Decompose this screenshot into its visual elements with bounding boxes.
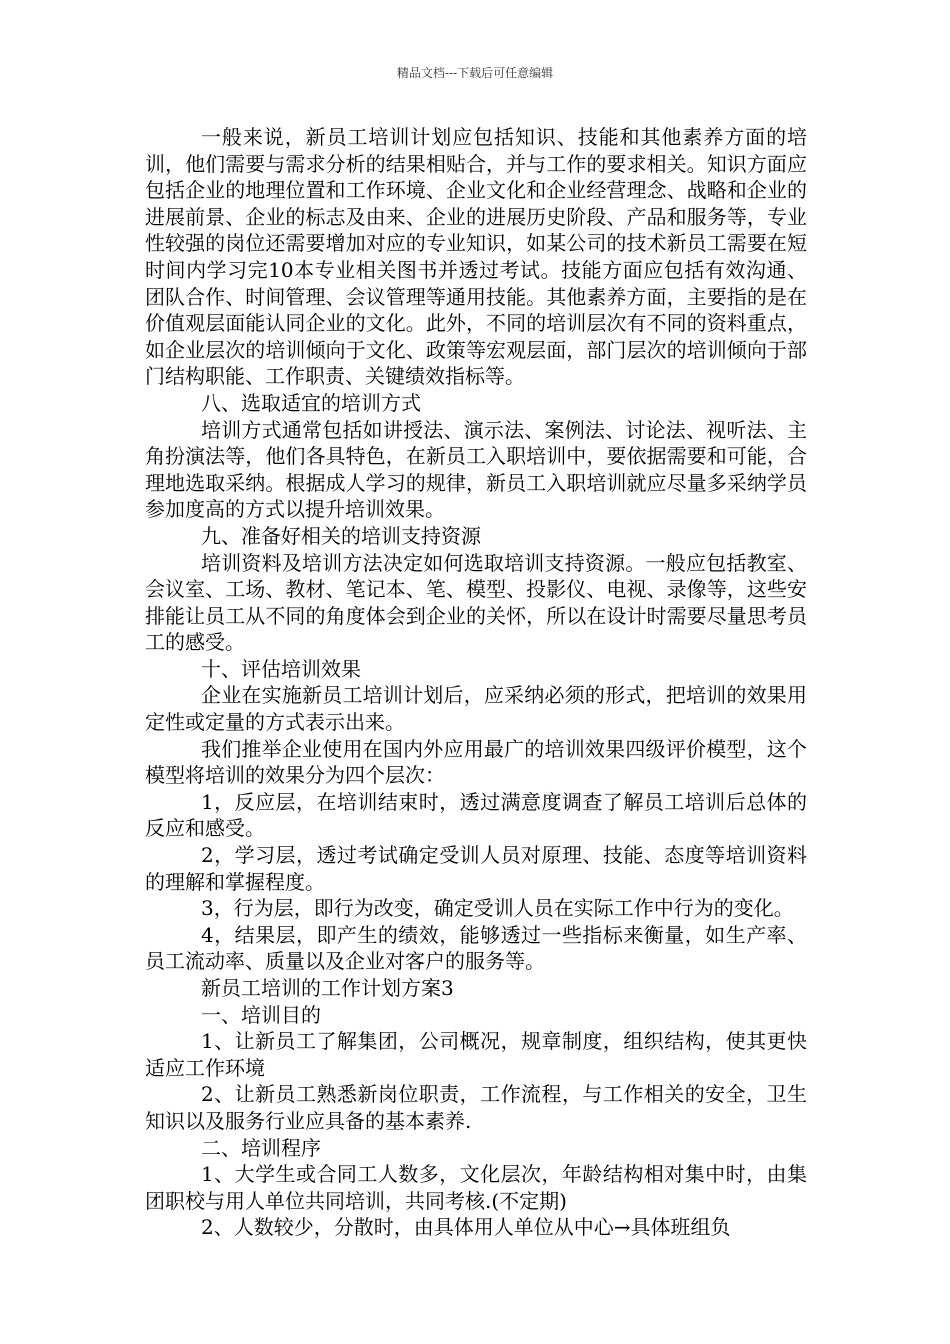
paragraph-training-content: 一般来说，新员工培训计划应包括知识、技能和其他素养方面的培训，他们需要与需求分析的结果相贴合，并与工作的要求相关。知识方面应包括企业的地理位置和工作环境、企业文化和企业经营理念、战略和企业的进展前景、企业的标志及由来、企业的进展历史阶段、产品和服务等，专业性较强的岗位还需要增加对应的专业知识，如某公司的技术新员工需要在短时间内学习完10本专业相关图书并透过考试。技能方面应包括有效沟通、团队合作、时间管理、会议管理等通用技能。其他素养方面，主要指的是在价值观层面能认同企业的文化。此外，不同的培训层次有不同的资料重点，如企业层次的培训倾向于文化、政策等宏观层面，部门层次的培训倾向于部门结构职能、工作职责、关键绩效指标等。 <box>145 125 807 389</box>
paragraph-training-methods: 培训方式通常包括如讲授法、演示法、案例法、讨论法、视听法、主角扮演法等，他们各具特色，在新员工入职培训中，要依据需要和可能，合理地选取采纳。根据成人学习的规律，新员工入职培训就应尽量多采纳学员参加度高的方式以提升培训效果。 <box>145 417 807 522</box>
list-item-purpose-2: 2、让新员工熟悉新岗位职责，工作流程，与工作相关的安全，卫生知识以及服务行业应具备的基本素养. <box>145 1082 807 1133</box>
document-body <box>145 124 807 1241</box>
paragraph-evaluation: 企业在实施新员工培训计划后，应采纳必须的形式，把培训的效果用定性或定量的方式表示出来。 <box>145 683 807 735</box>
section-heading-purpose: 一、培训目的 <box>201 1002 321 1027</box>
list-item-behavior-level: 3，行为层，即行为改变，确定受训人员在实际工作中行为的变化。 <box>201 896 794 921</box>
list-item-reaction-level: 1，反应层，在培训结束时，透过满意度调查了解员工培训后总体的反应和感受。 <box>145 789 807 841</box>
page-header: 精品文档---下载后可任意编辑 <box>396 66 554 80</box>
section-heading-8: 八、选取适宜的培训方式 <box>201 390 421 415</box>
list-item-result-level: 4，结果层，即产生的绩效，能够透过一些指标来衡量，如生产率、员工流动率、质量以及企业对客户的服务等。 <box>145 922 807 974</box>
list-item-purpose-1: 1、让新员工了解集团，公司概况，规章制度，组织结构，使其更快适应工作环境 <box>145 1029 807 1080</box>
section-heading-10: 十、评估培训效果 <box>201 656 361 681</box>
list-item-procedure-1: 1、大学生或合同工人数多，文化层次，年龄结构相对集中时，由集团职校与用人单位共同培训，共同考核.(不定期) <box>145 1162 807 1213</box>
paragraph-support-resources: 培训资料及培训方法决定如何选取培训支持资源。一般应包括教室、会议室、工场、教材、笔记本、笔、模型、投影仪、电视、录像等，这些安排能让员工从不同的角度体会到企业的关怀，所以在设计时需要尽量思考员工的感受。 <box>145 550 807 655</box>
plan-title-3: 新员工培训的工作计划方案3 <box>201 976 454 1000</box>
list-item-learning-level: 2，学习层，透过考试确定受训人员对原理、技能、态度等培训资料的理解和掌握程度。 <box>145 843 807 894</box>
paragraph-four-level-model: 我们推举企业使用在国内外应用最广的培训效果四级评价模型，这个模型将培训的效果分为四个层次： <box>145 736 807 788</box>
section-heading-9: 九、准备好相关的培训支持资源 <box>201 523 481 548</box>
list-item-procedure-2: 2、人数较少，分散时，由具体用人单位从中心→具体班组负 <box>201 1215 731 1240</box>
section-heading-procedure: 二、培训程序 <box>201 1135 321 1160</box>
